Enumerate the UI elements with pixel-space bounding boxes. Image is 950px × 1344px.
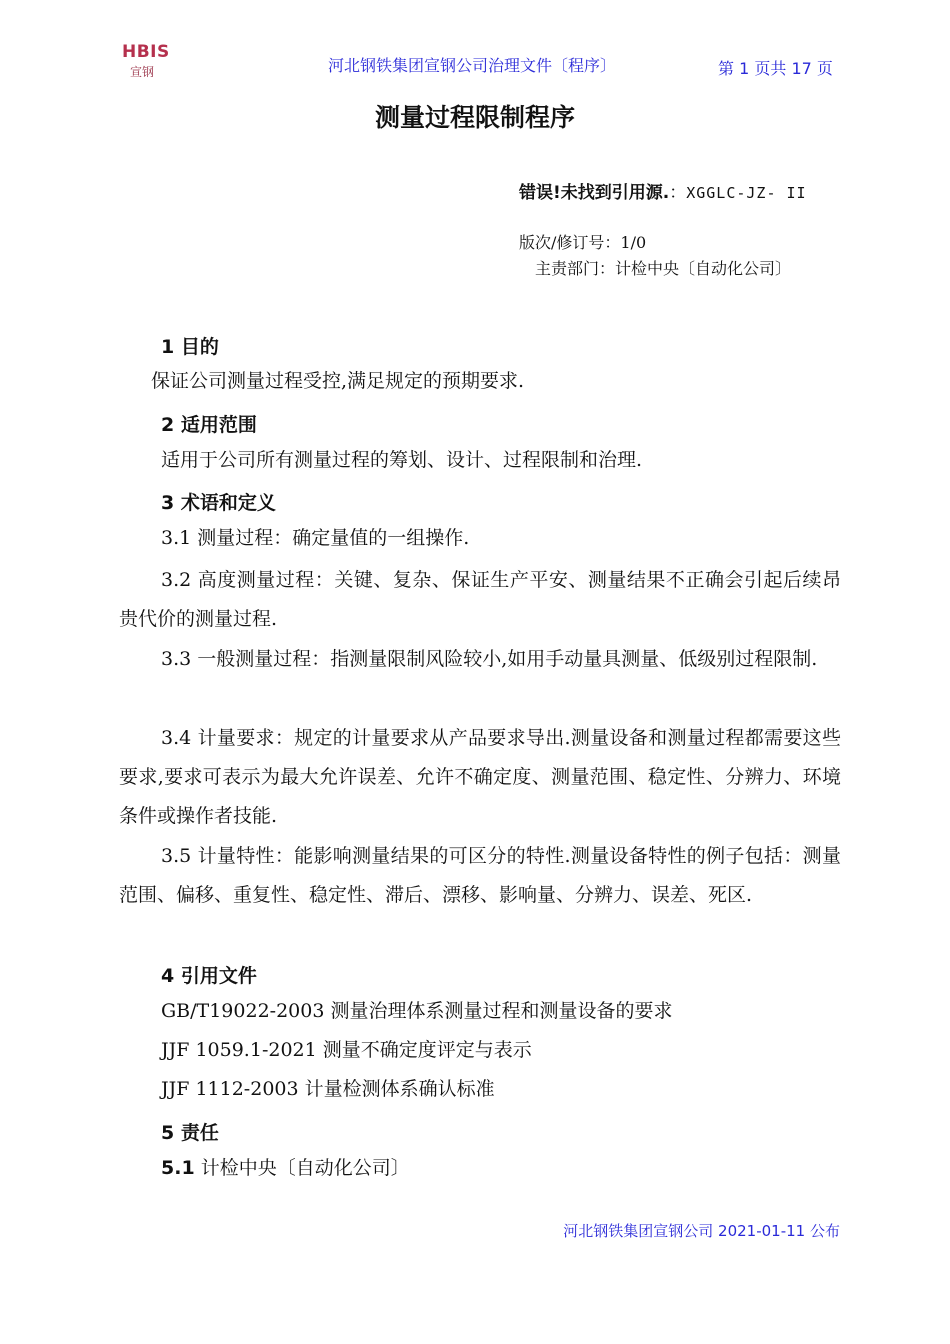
reference-error-text: 错误!未找到引用源. [519,183,670,203]
section-heading-definitions: 3 术语和定义 [161,492,276,514]
item-number: 5.1 [161,1157,195,1179]
definition-3-5: 3.5 计量特性：能影响测量结果的可区分的特性.测量设备特性的例子包括：测量范围、偏移、重复性、稳定性、滞后、漂移、影响量、分辨力、误差、死区. [119,845,841,906]
definition-3-3: 3.3 一般测量过程：指测量限制风险较小,如用手动量具测量、低级别过程限制. [161,648,818,670]
reference-item: GB/T19022-2003 测量治理体系测量过程和测量设备的要求 [161,1000,673,1022]
responsible-department: 主责部门：计检中央〔自动化公司〕 [535,259,792,278]
section-text-purpose: 保证公司测量过程受控,满足规定的预期要求. [151,370,525,392]
section-heading-references: 4 引用文件 [161,965,257,987]
responsibility-item-5-1 [161,1149,410,1188]
document-code: XGGLC-JZ- II [686,184,807,202]
reference-item: JJF 1059.1-2021 测量不确定度评定与表示 [161,1039,532,1061]
company-logo-text: HBIS [122,42,170,62]
definition-3-2: 3.2 高度测量过程：关键、复杂、保证生产平安、测量结果不正确会引起后续昂贵代价的测量过程. [119,569,841,630]
section-heading-scope: 2 适用范围 [161,414,257,436]
publication-footer: 河北钢铁集团宣钢公司 2021-01-11 公布 [563,1222,840,1240]
definition-3-4: 3.4 计量要求：规定的计量要求从产品要求导出.测量设备和测量过程都需要这些要求,要求可表示为最大允许误差、允许不确定度、测量范围、稳定性、分辨力、环境条件或操作者技能. [119,727,841,827]
page-counter: 第 1 页共 17 页 [718,59,833,78]
section-heading-responsibility: 5 责任 [161,1122,219,1144]
document-series-header: 河北钢铁集团宣钢公司治理文件〔程序〕 [328,56,617,75]
definition-3-1: 3.1 测量过程：确定量值的一组操作. [161,527,470,549]
document-code-line [519,178,807,203]
document-title: 测量过程限制程序 [374,103,575,132]
section-heading-purpose: 1 目的 [161,336,219,358]
version-number: 版次/修订号：1/0 [519,233,647,252]
code-separator: ： [669,183,687,203]
company-logo-subtext: 宣钢 [130,65,155,79]
reference-item: JJF 1112-2003 计量检测体系确认标准 [161,1078,495,1100]
section-text-scope: 适用于公司所有测量过程的筹划、设计、过程限制和治理. [161,449,643,471]
item-text: 计检中央〔自动化公司〕 [194,1157,410,1179]
